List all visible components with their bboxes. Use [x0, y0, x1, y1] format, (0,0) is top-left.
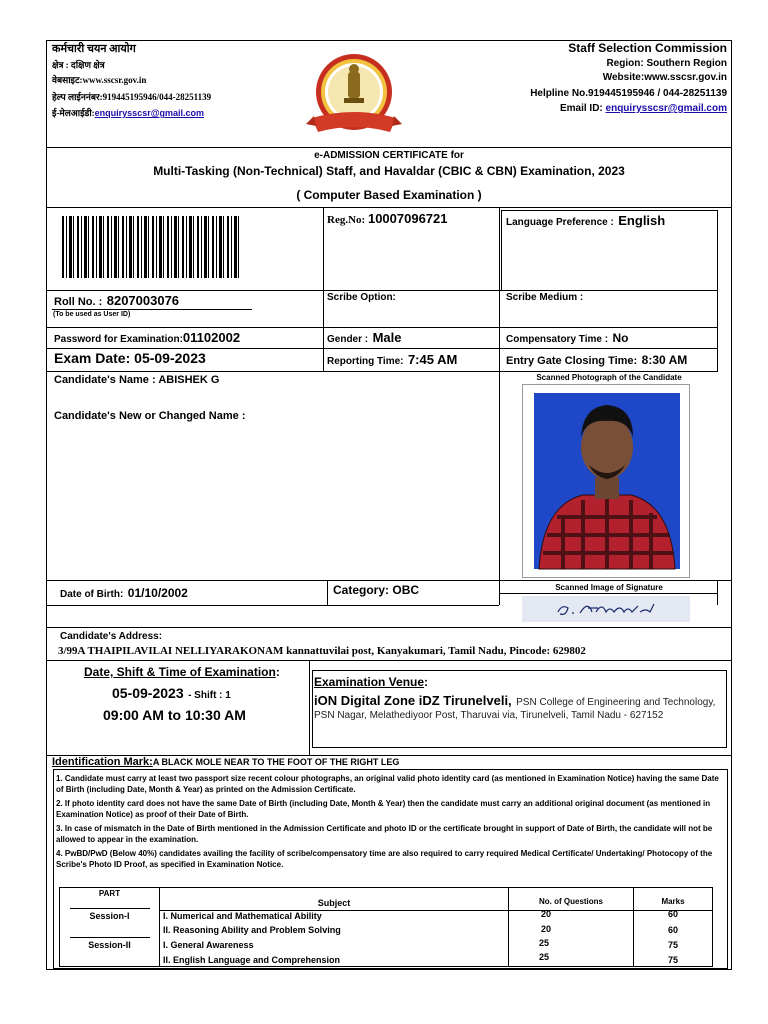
candidate-name-label: Candidate's Name : [54, 374, 156, 386]
table-cell-marks: 60 [667, 925, 678, 935]
candidate-name-field [54, 374, 219, 386]
email-link-hindi[interactable]: enquirysscsr@gmail.com [94, 108, 204, 118]
venue-address-line2: PSN Nagar, Melathediyoor Post, Tharuvai via, Tirunelveli, Tamil Nadu - 627152 [314, 710, 664, 721]
roll-no-note: (To be used as User ID) [53, 311, 131, 318]
table-cell-questions: 20 [540, 924, 551, 934]
exam-date-label: Exam Date: [54, 350, 131, 366]
roll-no-value: 8207003076 [106, 293, 180, 308]
gender-value: Male [372, 330, 402, 345]
identification-value: A BLACK MOLE NEAR TO THE FOOT OF THE RIGHT LEG [152, 757, 400, 767]
gate-closing-value: 8:30 AM [641, 353, 688, 367]
roll-no-label: Roll No. : [54, 296, 103, 308]
title-exam-mode: ( Computer Based Examination ) [296, 188, 482, 202]
barcode [62, 216, 242, 278]
table-cell-subject: II. Reasoning Ability and Problem Solving [163, 925, 341, 935]
candidate-name-value: ABISHEK G [158, 374, 220, 386]
ssc-emblem-icon [304, 52, 404, 144]
reg-no-field [327, 211, 448, 226]
photo-caption: Scanned Photograph of the Candidate [536, 373, 682, 382]
email-english [560, 103, 727, 114]
table-cell-questions: 25 [538, 952, 549, 962]
reporting-time-value: 7:45 AM [407, 352, 458, 367]
compensatory-time-label: Compensatory Time : [506, 334, 609, 345]
compensatory-time-value: No [612, 331, 629, 345]
venue-name-line [314, 692, 715, 710]
org-name-english: Staff Selection Commission [568, 41, 727, 55]
venue-heading [314, 675, 428, 689]
table-cell-part: Session-II [88, 940, 131, 950]
reporting-time-field [327, 351, 457, 369]
header-questions: No. of Questions [539, 897, 603, 906]
address-label: Candidate's Address: [60, 631, 163, 642]
identification-label: Identification Mark: [52, 756, 153, 768]
dob-field [60, 584, 188, 602]
gate-closing-field [506, 351, 687, 369]
schedule-colon: : [275, 665, 280, 679]
title-line1: e-ADMISSION CERTIFICATE for [314, 150, 464, 161]
website-english: Website:www.sscsr.gov.in [602, 72, 727, 83]
table-cell-subject: I. Numerical and Mathematical Ability [163, 911, 322, 921]
header-subject: Subject [317, 898, 351, 908]
reg-no-label: Reg.No: [327, 214, 366, 226]
region-hindi: क्षेत्र : दक्षिण क्षेत्र [52, 60, 105, 70]
gender-label: Gender : [327, 334, 369, 345]
table-cell-marks: 60 [667, 909, 678, 919]
table-cell-part: Session-I [89, 911, 130, 921]
schedule-label: Date, Shift & Time of Examination [84, 665, 276, 679]
email-label-english: Email ID: [559, 103, 606, 114]
dob-value: 01/10/2002 [127, 586, 188, 600]
changed-name-label: Candidate's New or Changed Name : [54, 410, 246, 422]
header-part: PART [98, 889, 121, 898]
table-cell-marks: 75 [667, 940, 678, 950]
language-field [506, 212, 665, 230]
schedule-heading [84, 665, 280, 679]
reg-no-value: 10007096721 [367, 211, 448, 226]
language-label: Language Preference : [506, 217, 614, 228]
instruction-4: 4. PwBD/PwD (Below 40%) candidates availing the facility of scribe/compensatory time are also required to carry required Medical Certificate/ Undertaking/ Photocopy of the Scribe's Photo ID Proof, as specified in Examination Notice. [56, 849, 713, 869]
venue-address-line1: PSN College of Engineering and Technology, [516, 697, 716, 708]
address-value: 3/99A THAIPILAVILAI NELLIYARAKONAM kannattuvilai post, Kanyakumari, Tamil Nadu, Pincode: 629802 [58, 645, 586, 657]
language-value: English [618, 213, 666, 228]
gate-closing-label: Entry Gate Closing Time: [506, 355, 638, 367]
website-hindi: वेबसाइट:www.sscsr.gov.in [52, 75, 147, 85]
table-cell-marks: 75 [667, 955, 678, 965]
schedule-shift: - Shift : 1 [188, 690, 231, 701]
table-cell-questions: 20 [540, 909, 551, 919]
venue-label: Examination Venue [314, 675, 425, 689]
instructions-list [56, 774, 721, 870]
category-value: OBC [392, 583, 420, 597]
table-cell-subject: II. English Language and Comprehension [163, 955, 341, 965]
header-marks: Marks [661, 897, 685, 906]
region-english: Region: Southern Region [606, 58, 727, 69]
scribe-option-label: Scribe Option: [327, 292, 396, 303]
helpline-english: Helpline No.919445195946 / 044-28251139 [530, 88, 727, 99]
identification-mark [52, 756, 399, 768]
gender-field [327, 329, 401, 347]
dob-label: Date of Birth: [60, 589, 124, 600]
email-link-english[interactable]: enquirysscsr@gmail.com [605, 103, 727, 114]
password-label: Password for Examination: [54, 334, 183, 345]
helpline-hindi: हेल्प लाईननंबर:919445195946/044-28251139 [52, 92, 212, 102]
email-hindi [52, 106, 204, 119]
table-cell-questions: 25 [538, 938, 549, 948]
instruction-3: 3. In case of mismatch in the Date of Birth mentioned in the Admission Certificate and photo ID or the certificate brought in support of Date of Birth, the candidate will not be allowed to appear in the examination. [56, 824, 713, 844]
category-field [333, 583, 419, 597]
schedule-date-shift [112, 685, 231, 703]
exam-date-field [54, 350, 206, 366]
schedule-time: 09:00 AM to 10:30 AM [103, 707, 246, 723]
reporting-time-label: Reporting Time: [327, 356, 404, 367]
instruction-1: 1. Candidate must carry at least two passport size recent colour photographs, an original valid photo identity card (as mentioned in Examination Notice) having the same Date of Birth (including Date, Month & Year) as printed on the Admission Certificate. [56, 774, 719, 794]
scribe-medium-label: Scribe Medium : [506, 292, 584, 303]
org-name-hindi: कर्मचारी चयन आयोग [52, 43, 136, 55]
table-cell-subject: I. General Awareness [163, 940, 254, 950]
password-value: 01102002 [182, 330, 241, 345]
password-field [54, 329, 240, 347]
venue-colon: : [424, 675, 429, 689]
exam-date-value: 05-09-2023 [134, 350, 206, 366]
compensatory-time-field [506, 329, 629, 347]
roll-no-field [54, 292, 179, 310]
category-label: Category: [333, 583, 390, 597]
candidate-signature [522, 596, 690, 622]
venue-name: iON Digital Zone iDZ Tirunelveli, [314, 693, 512, 708]
schedule-date: 05-09-2023 [112, 685, 184, 701]
title-exam-name: Multi-Tasking (Non-Technical) Staff, and Havaldar (CBIC & CBN) Examination, 2023 [153, 164, 625, 178]
email-label-hindi: ई-मेलआईडी: [52, 108, 95, 118]
candidate-photo [522, 384, 690, 578]
signature-caption: Scanned Image of Signature [555, 583, 663, 592]
instruction-2: 2. If photo identity card does not have the same Date of Birth (including Date, Month & Year) then the candidate must carry an additional original document (as mentioned in Examination Notice) as proof of their Date of Birth. [56, 799, 711, 819]
